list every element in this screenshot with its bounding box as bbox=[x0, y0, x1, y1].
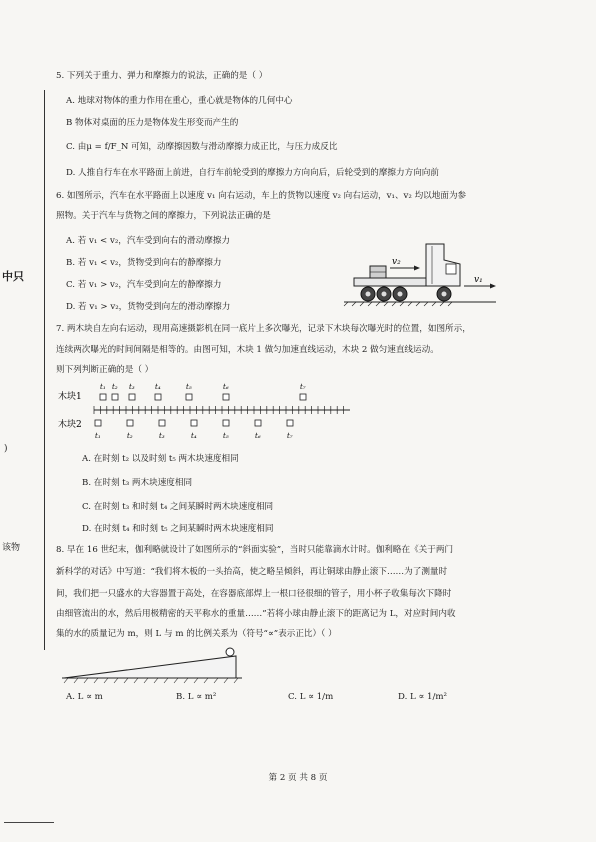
block1-position-4 bbox=[155, 394, 161, 400]
block1-position-7 bbox=[300, 394, 306, 400]
block1-time-label-3: t₃ bbox=[129, 383, 135, 391]
ground-hatch bbox=[344, 302, 452, 306]
block2-position-3 bbox=[159, 420, 165, 426]
page-footer: 第 2 页 共 8 页 bbox=[268, 773, 328, 783]
q5-option-c: C. 由μ = f/F_N 可知，动摩擦因数与滑动摩擦力成正比，与压力成反比 bbox=[66, 142, 338, 152]
q5-option-d: D. 人推自行车在水平路面上前进，自行车前轮受到的摩擦力方向向后，后轮受到的摩擦力方向向前 bbox=[66, 168, 439, 178]
block1-position-3 bbox=[129, 394, 135, 400]
incline-plane bbox=[64, 656, 236, 678]
q6-option-a: A. 若 v₁ < v₂，汽车受到向右的滑动摩擦力 bbox=[66, 236, 230, 246]
v2-label: v₂ bbox=[392, 257, 401, 267]
block1-time-label-4: t₄ bbox=[155, 383, 161, 391]
block2-time-label-5: t₅ bbox=[223, 432, 229, 440]
block1-marks bbox=[100, 383, 306, 400]
block1-label: 木块1 bbox=[58, 392, 82, 402]
block2-time-label-2: t₂ bbox=[127, 432, 133, 440]
block2-position-4 bbox=[191, 420, 197, 426]
q6-option-b: B. 若 v₁ < v₂，货物受到向右的静摩擦力 bbox=[66, 258, 222, 268]
block2-time-label-7: t₇ bbox=[287, 432, 293, 440]
block2-label: 木块2 bbox=[58, 420, 82, 430]
margin-label-c: 该物 bbox=[2, 543, 21, 553]
block2-position-1 bbox=[95, 420, 101, 426]
q8-option-c: C. L ∝ 1/m bbox=[288, 692, 334, 702]
incline-figure bbox=[60, 646, 250, 686]
q8-line4: 由细管流出的水，然后用极精密的天平称水的重量……”若将小球由静止滚下的距离记为 L，对应时间内收 bbox=[56, 609, 456, 619]
q7-stem-line3: 则下列判断正确的是（ ） bbox=[56, 365, 154, 375]
q5-option-a: A. 地球对物体的重力作用在重心，重心就是物体的几何中心 bbox=[66, 96, 293, 106]
truck-figure bbox=[340, 236, 500, 308]
block1-time-label-1: t₁ bbox=[100, 383, 106, 391]
q8-option-b: B. L ∝ m² bbox=[176, 692, 217, 702]
q7-option-a: A. 在时刻 t₂ 以及时刻 t₅ 两木块速度相同 bbox=[82, 454, 239, 464]
bottom-edge-mark bbox=[4, 822, 54, 823]
q6-option-c: C. 若 v₁ > v₂，汽车受到向左的静摩擦力 bbox=[66, 280, 222, 290]
block2-position-6 bbox=[255, 420, 261, 426]
v1-label: v₁ bbox=[474, 275, 483, 285]
block2-time-label-1: t₁ bbox=[95, 432, 101, 440]
q7-stem-line1: 7. 两木块自左向右运动，现用高速摄影机在同一底片上多次曝光，记录下木块每次曝光时的位置，如图所示， bbox=[56, 324, 471, 334]
q8-line5: 集的水的质量记为 m，则 L 与 m 的比例关系为（符号“∝”表示正比）（ ） bbox=[56, 629, 337, 639]
block2-position-2 bbox=[127, 420, 133, 426]
block2-time-label-4: t₄ bbox=[191, 432, 197, 440]
q8-line1: 8. 早在 16 世纪末，伽利略就设计了如图所示的“斜面实验”，当时只能靠滴水计时。伽利略在《关于两门 bbox=[56, 545, 454, 555]
truck-bed bbox=[354, 278, 428, 286]
block1-time-label-5: t₅ bbox=[186, 383, 192, 391]
q6-option-d: D. 若 v₁ > v₂，货物受到向左的滑动摩擦力 bbox=[66, 302, 231, 312]
q7-stem-line2: 连续两次曝光的时间间隔是相等的。由图可知，木块 1 做匀加速直线运动，木块 2 做匀速直线运动。 bbox=[56, 345, 439, 355]
q8-line2: 新科学的对话》中写道：“我们将木板的一头抬高，使之略呈倾斜，再让铜球由静止滚下……为了测量时 bbox=[56, 567, 448, 577]
q5-stem: 5. 下列关于重力、弹力和摩擦力的说法，正确的是（ ） bbox=[56, 71, 268, 81]
blocks-figure bbox=[58, 380, 358, 442]
q8-option-a: A. L ∝ m bbox=[66, 692, 103, 702]
q5-option-b: B 物体对桌面的压力是物体发生形变而产生的 bbox=[66, 118, 239, 128]
block2-position-5 bbox=[223, 420, 229, 426]
block2-time-label-3: t₃ bbox=[159, 432, 165, 440]
margin-label-b: ) bbox=[4, 444, 8, 454]
block1-position-1 bbox=[100, 394, 106, 400]
q6-stem-line1: 6. 如图所示，汽车在水平路面上以速度 v₁ 向右运动，车上的货物以速度 v₂ 向右运动，v₁、v₂ 均以地面为参 bbox=[56, 191, 467, 201]
q7-option-d: D. 在时刻 t₄ 和时刻 t₅ 之间某瞬时两木块速度相同 bbox=[82, 524, 274, 534]
block1-position-2 bbox=[112, 394, 118, 400]
cab-window bbox=[446, 264, 456, 274]
q8-option-d: D. L ∝ 1/m² bbox=[398, 692, 447, 702]
block1-time-label-7: t₇ bbox=[300, 383, 306, 391]
q7-option-c: C. 在时刻 t₃ 和时刻 t₄ 之间某瞬时两木块速度相同 bbox=[82, 502, 274, 512]
block1-time-label-2: t₂ bbox=[112, 383, 118, 391]
q7-option-b: B. 在时刻 t₃ 两木块速度相同 bbox=[82, 478, 193, 488]
incline-hatch bbox=[64, 678, 238, 683]
block1-position-6 bbox=[223, 394, 229, 400]
block1-time-label-6: t₆ bbox=[223, 383, 229, 391]
margin-label-a: 中只 bbox=[2, 270, 24, 283]
block2-position-7 bbox=[287, 420, 293, 426]
block2-time-label-6: t₆ bbox=[255, 432, 261, 440]
block2-marks bbox=[95, 420, 293, 440]
q8-line3: 间，我们把一只盛水的大容器置于高处，在容器底部焊上一根口径很细的管子，用小杯子收集每次下降时 bbox=[56, 589, 452, 599]
block1-position-5 bbox=[186, 394, 192, 400]
binding-line bbox=[44, 90, 45, 650]
q6-stem-line2: 照物。关于汽车与货物之间的摩擦力，下列说法正确的是 bbox=[56, 211, 271, 221]
ball bbox=[226, 648, 234, 656]
